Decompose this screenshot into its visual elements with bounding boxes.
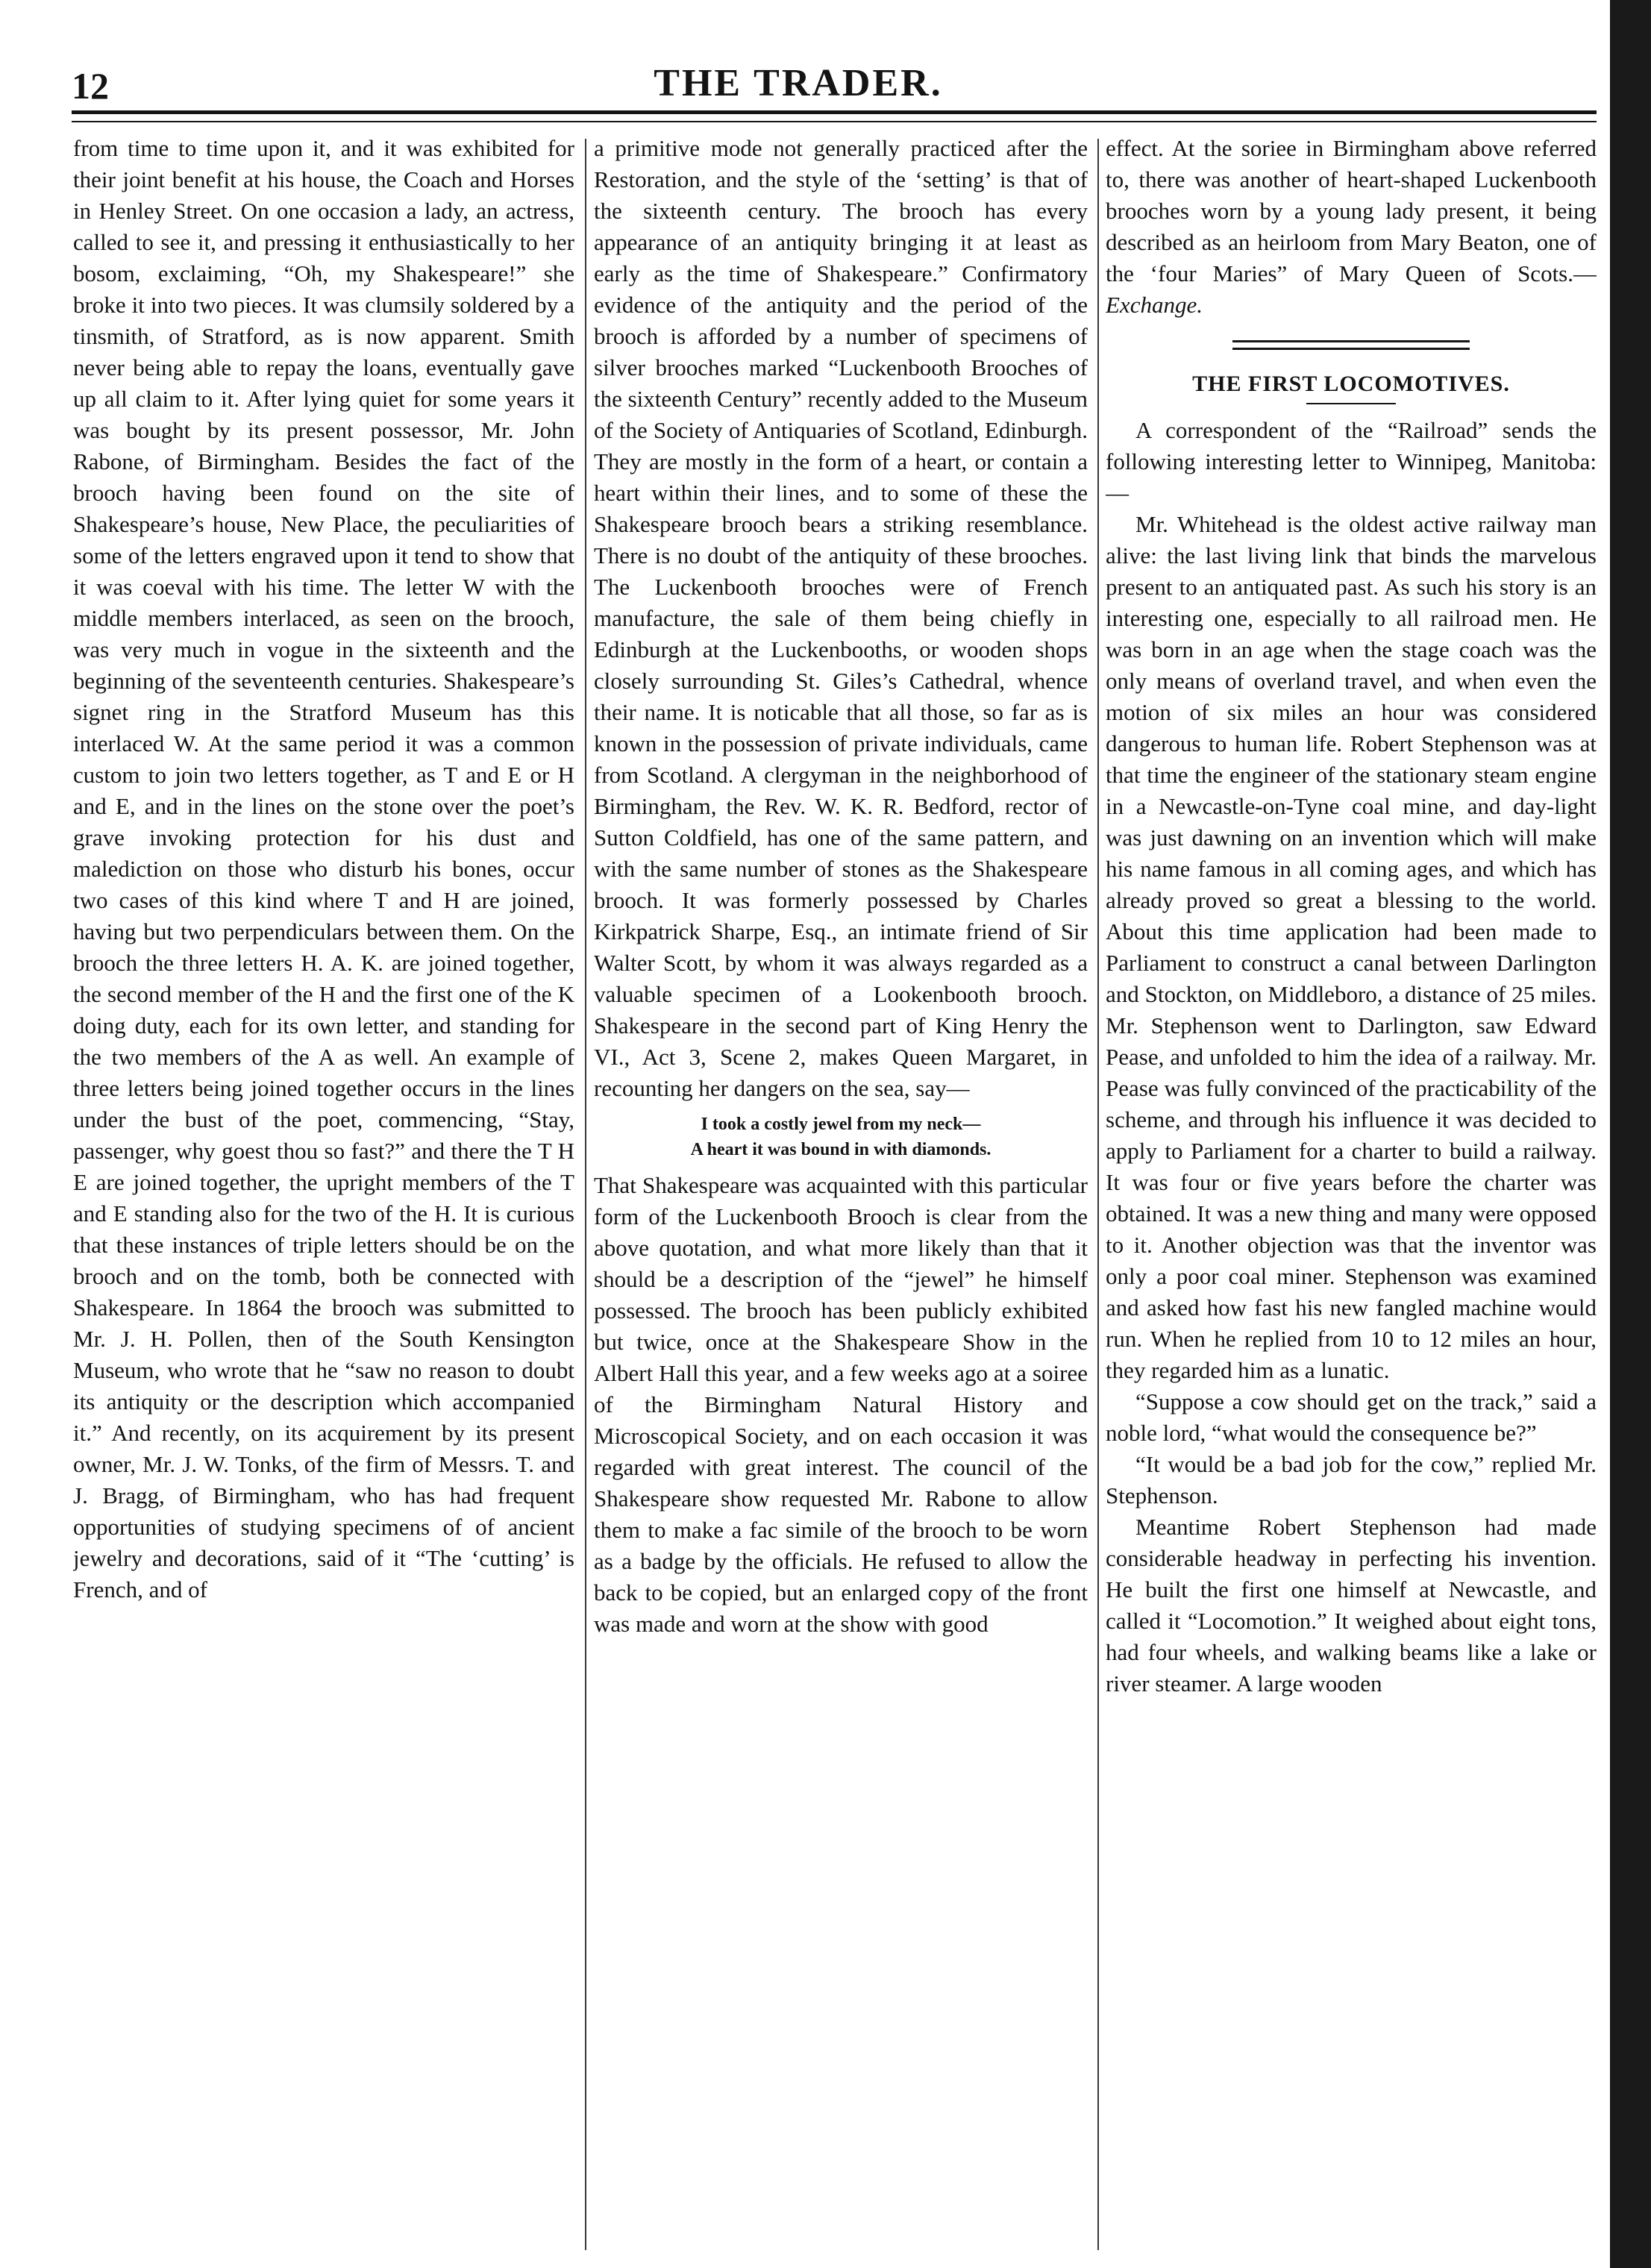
- header-rule-thick: [72, 110, 1597, 114]
- verse-line-1: I took a costly jewel from my neck—: [701, 1115, 981, 1134]
- column-1-text: from time to time upon it, and it was exhibited for their joint benefit at his house, the Coach and Horses in Henley Street. On one occasion a lady, an actress, called to see it, and pressing it enthusiastically to her bosom, exclaiming, “Oh, my Shakespeare!” she broke it into two pieces. It was clumsily soldered by a tinsmith, of Stratford, as is now apparent. Smith never being able to repay the loans, eventually gave up all claim to it. After lying quiet for some years it was bought by its present possessor, Mr. John Rabone, of Birmingham. Besides the fact of the brooch having been found on the site of Shakespeare’s house, New Place, the peculiarities of some of the letters engraved upon it tend to show that it was coeval with his time. The letter W with the middle members interlaced, as seen on the brooch, was very much in vogue in the sixteenth and the beginning of the seventeenth centuries. Shakespeare’s signet ring in the Stratford Museum has this interlaced W. At the same period it was a common custom to join two letters together, as T and E or H and E, and in the lines on the stone over the poet’s grave invoking protection for his dust and malediction on those who disturb his bones, occur two cases of this kind where T and H are joined, having but two perpendiculars between them. On the brooch the three letters H. A. K. are joined together, the second member of the H and the first one of the K doing duty, each for its own letter, and standing for the two members of the A as well. An example of three letters being joined together occurs in the lines under the bust of the poet, commencing, “Stay, passenger, why goest thou so fast?” and there the T H E are joined together, the upright members of the T and E standing also for the two of the H. It is curious that these instances of triple letters should be on the brooch and on the tomb, both be connected with Shakespeare. In 1864 the brooch was submitted to Mr. J. H. Pollen, then of the South Kensington Museum, who wrote that he “saw no reason to doubt its antiquity or the description which accompanied it.” And recently, on its acquirement by its present owner, Mr. J. W. Tonks, of the firm of Messrs. T. and J. Bragg, of Birmingham, who has had frequent opportunities of studying specimens of of ancient jewelry and decorations, said of it “The ‘cutting’ is French, and of: [73, 135, 574, 1603]
- column-3-paragraph-5: “It would be a bad job for the cow,” replied Mr. Stephenson.: [1106, 1451, 1597, 1509]
- column-3-paragraph-2: A correspondent of the “Railroad” sends the following interesting letter to Winnipeg, Manitoba:—: [1106, 417, 1597, 506]
- column-3-paragraph-1-text: effect. At the soriee in Birmingham above referred to, there was another of heart-shaped Luckenbooth brooches worn by a young lady present, it being described as an heirloom from Mary Beaton, one of the ‘four Maries” of Mary Queen of Scots.—: [1106, 135, 1597, 286]
- column-2-paragraph-1: a primitive mode not generally practiced after the Restoration, and the style of the ‘setting’ is that of the sixteenth century. The brooch has every appearance of an antiquity bringing it at least as early as the time of Shakespeare.” Confirmatory evidence of the antiquity and the period of the brooch is afforded by a number of specimens of silver brooches marked “Luckenbooth Brooches of the sixteenth Century” recently added to the Museum of the Society of Antiquaries of Scotland, Edinburgh. They are mostly in the form of a heart, or contain a heart within their lines, and to some of these the Shakespeare brooch bears a striking resemblance. There is no doubt of the antiquity of these brooches. The Luckenbooth brooches were of French manufacture, the sale of them being chiefly in Edinburgh at the Luckenbooths, or wooden shops closely surrounding St. Giles’s Cathedral, whence their name. It is noticable that all those, so far as is known in the possession of private individuals, came from Scotland. A clergyman in the neighborhood of Birmingham, the Rev. W. K. R. Bedford, rector of Sutton Coldfield, has one of the same pattern, and with the same number of stones as the Shakespeare brooch. It was formerly possessed by Charles Kirkpatrick Sharpe, Esq., an intimate friend of Sir Walter Scott, by whom it was always regarded as a valuable specimen of a Lookenbooth brooch. Shakespeare in the second part of King Henry the VI., Act 3, Scene 2, makes Queen Margaret, in recounting her dangers on the sea, say—: [594, 135, 1088, 1101]
- column-3-paragraph-4: “Suppose a cow should get on the track,” said a noble lord, “what would the consequence be?”: [1106, 1388, 1597, 1446]
- article-column-2: [594, 133, 1088, 2259]
- page-number: 12: [72, 65, 109, 107]
- header-rule-thin: [72, 121, 1597, 122]
- section-break-rule-top: [1232, 340, 1470, 342]
- article-column-1: [73, 133, 574, 2259]
- article-column-3: [1106, 133, 1597, 2259]
- column-divider-2: [1097, 139, 1099, 2250]
- article-heading: THE FIRST LOCOMOTIVES.: [1192, 372, 1510, 396]
- heading-rule: [1306, 403, 1396, 404]
- section-break-rule-bottom: [1232, 348, 1470, 350]
- column-3-paragraph-1: [1106, 133, 1597, 321]
- verse-line-2: A heart it was bound in with diamonds.: [690, 1140, 991, 1159]
- column-3-paragraph-3: Mr. Whitehead is the oldest active railway man alive: the last living link that binds the marvelous present to an antiquated past. As such his story is an interesting one, especially to all railroad men. He was born in an age when the stage coach was the only means of overland travel, and when even the motion of six miles an hour was considered dangerous to human life. Robert Stephenson was at that time the engineer of the stationary steam engine in a Newcastle-on-Tyne coal mine, and day-light was just dawning on an invention which will make his name famous in all coming ages, and which has already proved so great a blessing to the world. About this time application had been made to Parliament to construct a canal between Darlington and Stockton, on Middleboro, a distance of 25 miles. Mr. Stephenson went to Darlington, saw Edward Pease, and unfolded to him the idea of a railway. Mr. Pease was fully convinced of the practicability of the scheme, and through his influence it was decided to apply to Parliament for a charter to build a railway. It was four or five years before the charter was obtained. It was a new thing and many were opposed to it. Another objection was that the inventor was only a poor coal miner. Stephenson was examined and asked how fast his new fangled machine would run. When he replied from 10 to 12 miles an hour, they regarded him as a lunatic.: [1106, 511, 1597, 1383]
- page-edge-binding: [1610, 0, 1651, 2268]
- column-3-paragraph-6: Meantime Robert Stephenson had made considerable headway in perfecting his invention. He built the first one himself at Newcastle, and called it “Locomotion.” It weighed about eight tons, had four wheels, and walking beams like a lake or river steamer. A large wooden: [1106, 1514, 1597, 1697]
- column-divider-1: [585, 139, 586, 2250]
- verse-quotation: [594, 1112, 1088, 1162]
- section-break: [1106, 331, 1597, 361]
- article-signoff: Exchange.: [1106, 292, 1203, 318]
- column-2-paragraph-2: That Shakespeare was acquainted with this particular form of the Luckenbooth Brooch is clear from the above quotation, and what more likely than that it should be a description of the “jewel” he himself possessed. The brooch has been publicly exhibited but twice, once at the Shakespeare Show in the Albert Hall this year, and a few weeks ago at a soiree of the Birmingham Natural History and Microscopical Society, and on each occasion it was regarded with great interest. The council of the Shakespeare show requested Mr. Rabone to allow them to make a fac simile of the brooch to be worn as a badge by the officials. He refused to allow the back to be copied, but an enlarged copy of the front was made and worn at the show with good: [594, 1172, 1088, 1637]
- masthead-title: THE TRADER.: [654, 62, 943, 104]
